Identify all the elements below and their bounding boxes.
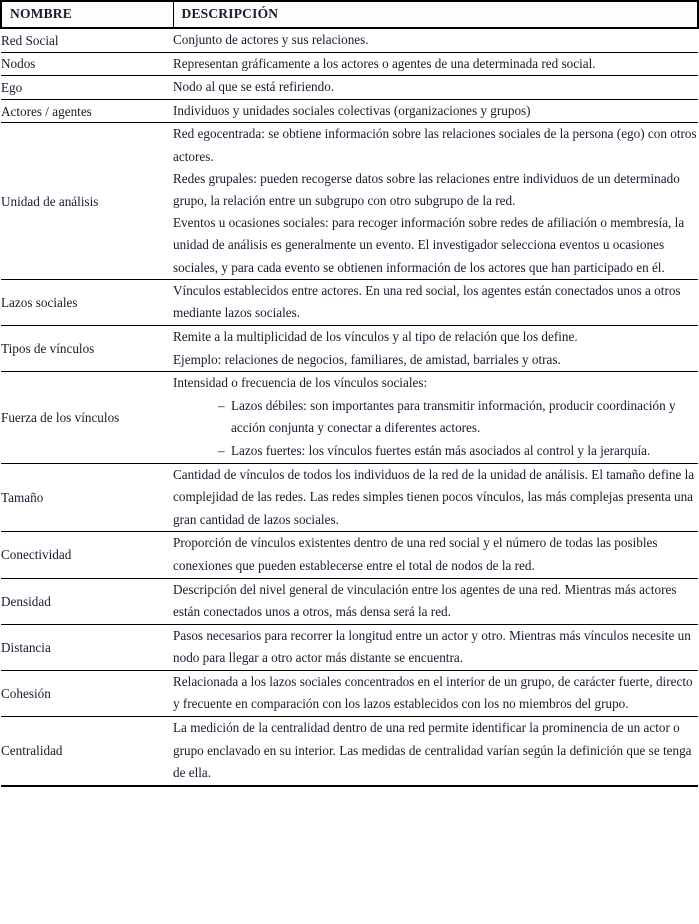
description-cell	[173, 578, 698, 624]
table-row	[1, 123, 698, 279]
description-cell	[173, 532, 698, 578]
list-item	[218, 440, 698, 463]
description-cell	[173, 76, 698, 100]
term-cell: Cohesión	[1, 685, 51, 701]
table-row	[1, 532, 698, 578]
description-paragraph: La medición de la centralidad dentro de una red permite identificar la prominencia de un actor o grupo enclavado en su interior. Las medidas de centralidad varían según la definición que se tenga de ella.	[173, 720, 692, 781]
description-cell	[173, 717, 698, 786]
description-cell	[173, 52, 698, 76]
table-row	[1, 372, 698, 463]
table-row	[1, 28, 698, 52]
description-paragraph: Conjunto de actores y sus relaciones.	[173, 32, 369, 47]
term-cell: Tamaño	[1, 489, 44, 505]
description-paragraph: Remite a la multiplicidad de los vínculos y al tipo de relación que los define.	[173, 328, 578, 344]
list-item-label: Lazos fuertes: los vínculos fuertes están más asociados al control y la jerarquía.	[231, 442, 651, 458]
description-cell	[173, 372, 698, 463]
table-row	[1, 624, 698, 670]
table-row	[1, 52, 698, 76]
description-paragraph: Cantidad de vínculos de todos los individuos de la red de la unidad de análisis. El tamaño define la complejidad de las redes. Las redes simples tienen pocos vínculos, las más complejas presenta una gran cantidad de lazos sociales.	[173, 466, 695, 527]
term-cell: Unidad de análisis	[1, 193, 99, 209]
term-cell: Centralidad	[1, 743, 63, 759]
table-header	[1, 1, 698, 28]
table-body	[1, 28, 698, 786]
table-row	[1, 76, 698, 100]
term-cell: Lazos sociales	[1, 294, 78, 310]
term-cell: Tipos de vínculos	[1, 341, 95, 356]
description-cell	[173, 123, 698, 279]
column-header-nombre: NOMBRE	[1, 1, 173, 28]
term-cell: Densidad	[1, 593, 51, 609]
table-row	[1, 99, 698, 123]
term-cell: Nodos	[1, 56, 36, 72]
description-cell	[173, 28, 698, 52]
description-paragraph: Redes grupales: pueden recogerse datos sobre las relaciones entre individuos de un determinado grupo, la relación entre un subgrupo con otro subgrupo de la red.	[173, 170, 680, 208]
term-cell: Actores / agentes	[1, 103, 92, 119]
description-cell	[173, 463, 698, 532]
description-cell	[173, 99, 698, 123]
dash-bullet-icon: –	[218, 397, 225, 413]
description-paragraph: Proporción de vínculos existentes dentro de una red social y el número de todas las posibles conexiones que pueden establecerse entre el total de nodos de la red.	[173, 535, 658, 573]
description-cell	[173, 279, 698, 325]
description-paragraph: Relacionada a los lazos sociales concentrados en el interior de un grupo, de carácter fuerte, directo y frecuente en comparación con los lazos establecidos con los no miembros del grupo.	[173, 673, 693, 712]
description-paragraph: Red egocentrada: se obtiene información sobre las relaciones sociales de la persona (ego) con otros actores.	[173, 126, 697, 164]
description-cell	[173, 624, 698, 670]
description-paragraph: Representan gráficamente a los actores o agentes de una determinada red social.	[173, 55, 596, 71]
table-row	[1, 463, 698, 532]
table-row	[1, 670, 698, 716]
table-row	[1, 578, 698, 624]
description-paragraph: Eventos u ocasiones sociales: para recoger información sobre redes de afiliación o membresía, la unidad de análisis es generalmente un evento. El investigador selecciona eventos u ocasiones sociales, y para cada evento se obtienen información de los actores que han participado en él.	[173, 215, 685, 275]
dash-bullet-list	[173, 395, 698, 463]
term-cell: Fuerza de los vínculos	[1, 409, 120, 425]
term-cell: Ego	[1, 79, 23, 95]
list-item	[218, 395, 698, 440]
list-item-label: Lazos débiles: son importantes para transmitir información, producir coordinación y acción conjunta y conectar a diferentes actores.	[231, 397, 676, 436]
description-paragraph: Vínculos establecidos entre actores. En una red social, los agentes están conectados unos a otros mediante lazos sociales.	[173, 282, 681, 321]
description-paragraph: Pasos necesarios para recorrer la longitud entre un actor y otro. Mientras más vínculos necesite un nodo para llegar a otro actor más distante se encuentra.	[173, 627, 691, 666]
description-cell	[173, 670, 698, 716]
table-row	[1, 717, 698, 786]
table-row	[1, 279, 698, 325]
term-cell: Conectividad	[1, 547, 72, 563]
description-paragraph: Ejemplo: relaciones de negocios, familiares, de amistad, barriales y otras.	[173, 351, 561, 367]
description-paragraph: Descripción del nivel general de vinculación entre los agentes de una red. Mientras más actores están conectados unos a otros, más densa será la red.	[173, 581, 677, 620]
dash-bullet-icon: –	[218, 442, 225, 458]
description-paragraph: Individuos y unidades sociales colectivas (organizaciones y grupos)	[173, 102, 531, 118]
description-cell	[173, 325, 698, 371]
description-paragraph: Nodo al que se está refiriendo.	[173, 79, 335, 95]
table-row	[1, 325, 698, 371]
term-cell: Red Social	[1, 32, 59, 48]
description-paragraph: Intensidad o frecuencia de los vínculos sociales:	[173, 375, 428, 391]
table-header-row	[1, 1, 698, 28]
column-header-descripcion: DESCRIPCIÓN	[173, 1, 698, 28]
term-cell: Distancia	[1, 639, 51, 655]
